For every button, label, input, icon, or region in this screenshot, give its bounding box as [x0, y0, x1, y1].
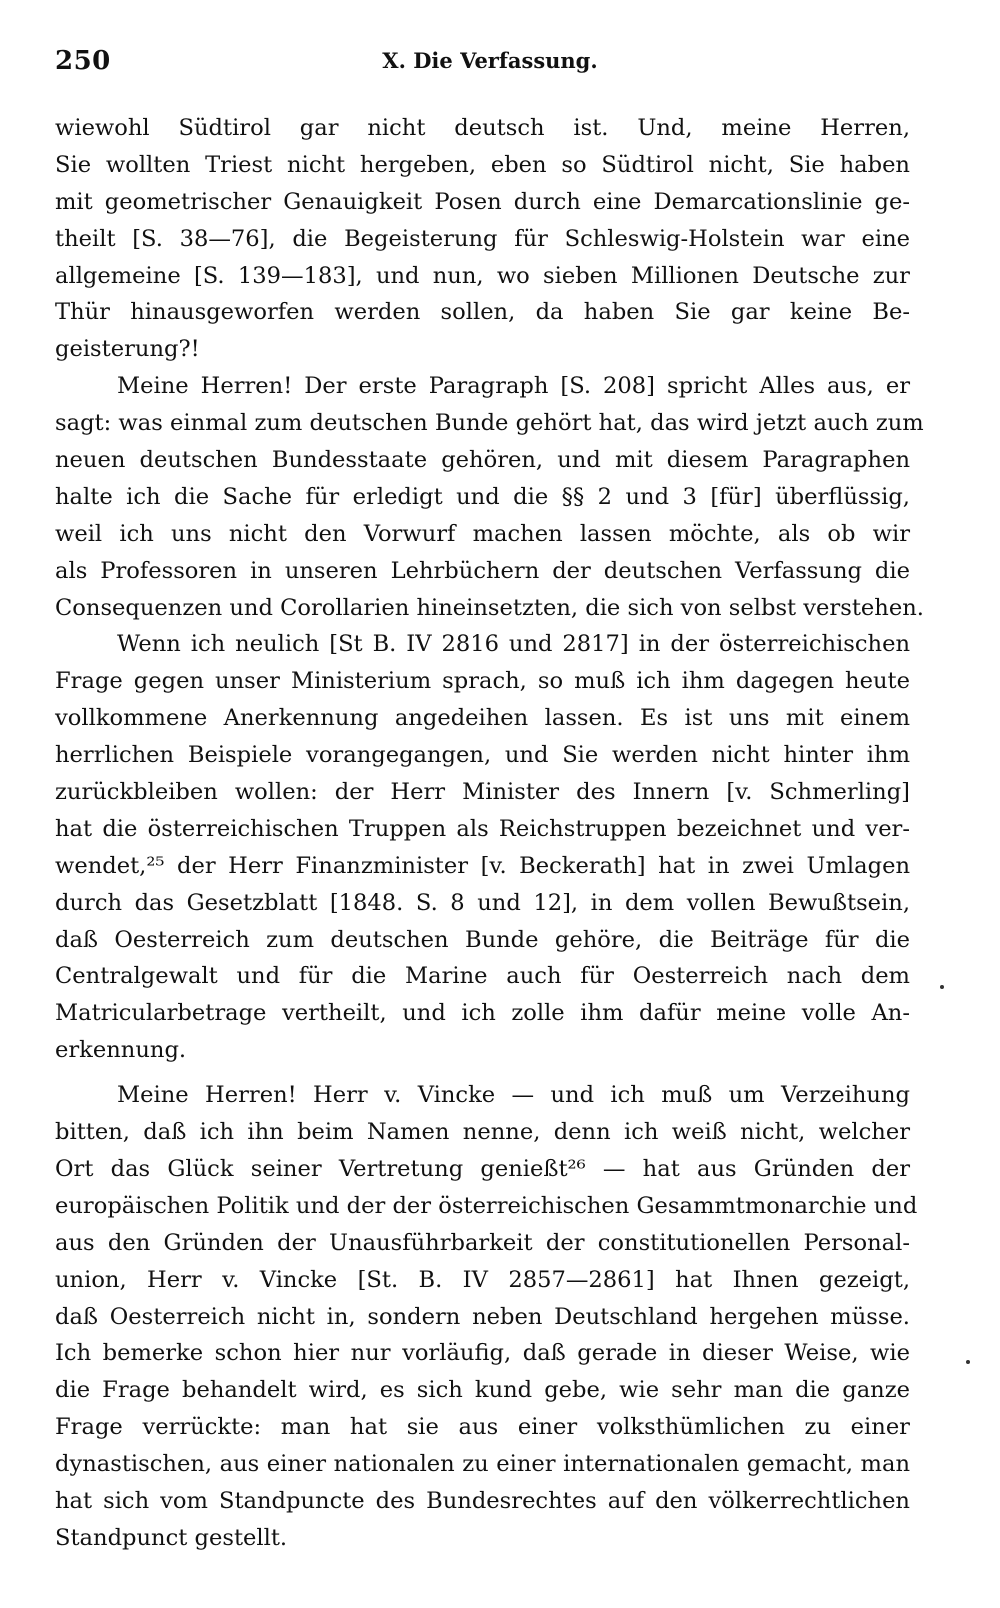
text-line: wiewohl Südtirol gar nicht deutsch ist. Und, meine Herren, — [55, 115, 910, 141]
paragraph — [55, 1077, 918, 1557]
text-line: Ich bemerke schon hier nur vorläufig, daß gerade in dieser Weise, wie — [55, 1340, 910, 1367]
text-line: wendet,²⁵ der Herr Finanzminister [v. Beckerath] hat in zwei Umlagen — [55, 852, 910, 879]
text-line: durch das Gesetzblatt [1848. S. 8 und 12], in dem vollen Bewußtsein, — [55, 889, 910, 916]
text-line: sagt: was einmal zum deutschen Bunde gehört hat, das wird jetzt auch zum — [55, 410, 924, 437]
text-line: neuen deutschen Bundesstaate gehören, und mit diesem Paragraphen — [55, 447, 910, 474]
text-line: Meine Herren! Der erste Paragraph [S. 208] spricht Alles aus, er — [117, 373, 910, 400]
margin-speck — [966, 1360, 970, 1364]
text-line: geisterung?! — [55, 336, 200, 363]
text-line: Ort das Glück seiner Vertretung genießt²⁶ — hat aus Gründen der — [55, 1155, 910, 1182]
text-line: die Frage behandelt wird, es sich kund gebe, wie sehr man die ganze — [55, 1377, 910, 1404]
text-line: aus den Gründen der Unausführbarkeit der constitutionellen Personal- — [55, 1229, 910, 1256]
text-line: Frage verrückte: man hat sie aus einer volksthümlichen zu einer — [55, 1414, 910, 1441]
paragraph — [55, 368, 924, 626]
text-line: hat sich vom Standpuncte des Bundesrechtes auf den völkerrechtlichen — [55, 1487, 910, 1514]
text-line: herrlichen Beispiele vorangegangen, und Sie werden nicht hinter ihm — [55, 742, 910, 769]
text-line: als Professoren in unseren Lehrbüchern der deutschen Verfassung die — [55, 557, 910, 584]
text-line: europäischen Politik und der der österreichischen Gesammtmonarchie und — [55, 1192, 918, 1219]
text-line: vollkommene Anerkennung angedeihen lassen. Es ist uns mit einem — [55, 705, 910, 732]
text-line: zurückbleiben wollen: der Herr Minister des Innern [v. Schmerling] — [55, 779, 910, 806]
text-line: halte ich die Sache für erledigt und die §§ 2 und 3 [für] überflüssig, — [55, 483, 910, 510]
text-line: daß Oesterreich zum deutschen Bunde gehöre, die Beiträge für die — [55, 926, 910, 953]
text-line: Sie wollten Triest nicht hergeben, eben so Südtirol nicht, Sie haben — [55, 151, 910, 178]
page-number: 250 — [55, 46, 111, 76]
text-line: daß Oesterreich nicht in, sondern neben Deutschland hergehen müsse. — [55, 1303, 910, 1330]
text-line: Wenn ich neulich [St B. IV 2816 und 2817] in der österreichischen — [117, 631, 910, 658]
text-line: Frage gegen unser Ministerium sprach, so muß ich ihm dagegen heute — [55, 668, 910, 695]
text-line: Consequenzen und Corollarien hineinsetzten, die sich von selbst verstehen. — [55, 594, 924, 621]
paragraph — [55, 110, 910, 368]
text-line: erkennung. — [55, 1037, 187, 1064]
margin-speck — [940, 985, 944, 989]
running-title: X. Die Verfassung. — [382, 48, 598, 73]
body-text — [55, 110, 924, 1557]
paragraph — [55, 626, 910, 1069]
text-line: bitten, daß ich ihn beim Namen nenne, denn ich weiß nicht, welcher — [55, 1119, 910, 1146]
text-line: Meine Herren! Herr v. Vincke — und ich muß um Verzeihung — [117, 1082, 910, 1109]
text-line: allgemeine [S. 139—183], und nun, wo sieben Millionen Deutsche zur — [55, 262, 910, 289]
text-line: weil ich uns nicht den Vorwurf machen lassen möchte, als ob wir — [55, 520, 910, 547]
text-line: union, Herr v. Vincke [St. B. IV 2857—2861] hat Ihnen gezeigt, — [55, 1266, 910, 1293]
text-line: Matricularbetrage vertheilt, und ich zolle ihm dafür meine volle An- — [55, 1000, 910, 1027]
text-line: Thür hinausgeworfen werden sollen, da haben Sie gar keine Be- — [55, 299, 910, 326]
text-line: hat die österreichischen Truppen als Reichstruppen bezeichnet und ver- — [55, 815, 910, 842]
page-header — [55, 46, 925, 86]
text-line: mit geometrischer Genauigkeit Posen durch eine Demarcationslinie ge- — [55, 188, 910, 215]
text-line: Centralgewalt und für die Marine auch für Oesterreich nach dem — [55, 963, 910, 990]
paragraph-spacer — [55, 1069, 910, 1077]
text-line: Standpunct gestellt. — [55, 1524, 288, 1551]
text-line: theilt [S. 38—76], die Begeisterung für Schleswig-Holstein war eine — [55, 225, 910, 252]
text-line: dynastischen, aus einer nationalen zu einer internationalen gemacht, man — [55, 1451, 910, 1478]
